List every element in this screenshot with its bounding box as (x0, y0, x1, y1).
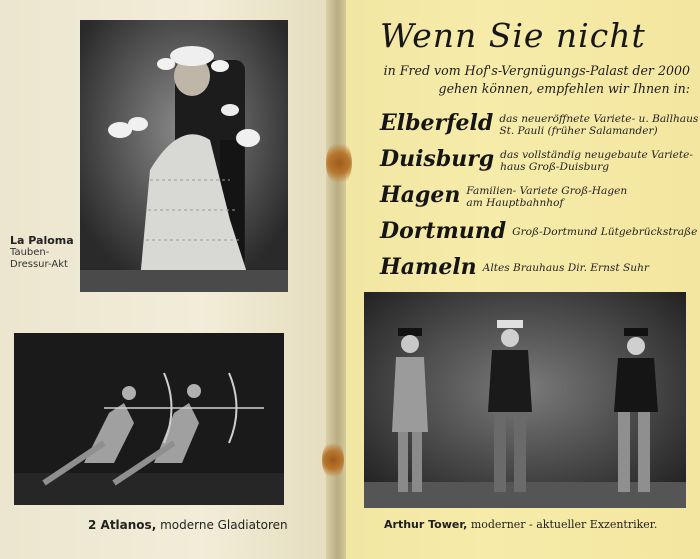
city-description: das vollständig neugebaute Variete- haus Groß-Duisburg (500, 149, 693, 173)
city-name: Duisburg (380, 146, 495, 172)
intro-text: in Fred vom Hof's-Vergnügungs-Palast der 2000 gehen können, empfehlen wir Ihnen in: (383, 63, 690, 96)
caption-text: moderne Gladiatoren (160, 518, 288, 532)
city-description: Groß-Dortmund Lütgebrückstraße (512, 226, 698, 238)
caption-line: Tauben- (10, 247, 50, 258)
paper-stain (322, 440, 344, 480)
la-paloma-photo (80, 20, 288, 292)
caption-line: Dressur-Akt (10, 259, 68, 270)
city-description: Familien- Variete Groß-Hagen am Hauptbahnhof (466, 185, 628, 209)
arthur-tower-caption (384, 518, 657, 531)
paper-stain (326, 140, 352, 186)
city-name: Hameln (380, 254, 477, 280)
la-paloma-caption (10, 234, 74, 271)
caption-text: moderner - aktueller Exzentriker. (470, 518, 658, 531)
caption-name: Arthur Tower, (384, 518, 468, 531)
city-description: das neueröffnete Variete- u. Ballhaus St. Pauli (früher Salamander) (499, 113, 699, 137)
city-entry-dortmund (380, 218, 697, 244)
atlanos-caption (88, 518, 288, 532)
city-name: Elberfeld (380, 110, 494, 136)
caption-name: 2 Atlanos, (88, 518, 157, 532)
city-name: Dortmund (380, 218, 507, 244)
arthur-tower-photo (364, 292, 686, 508)
city-entry-hameln (380, 254, 649, 280)
city-entry-hagen (380, 182, 627, 209)
page-heading: Wenn Sie nicht (380, 16, 646, 55)
city-description: Altes Brauhaus Dir. Ernst Suhr (482, 262, 649, 274)
city-entry-elberfeld (380, 110, 698, 137)
city-entry-duisburg (380, 146, 693, 173)
atlanos-photo (14, 333, 284, 505)
city-name: Hagen (380, 182, 461, 208)
caption-name: La Paloma (10, 234, 74, 247)
